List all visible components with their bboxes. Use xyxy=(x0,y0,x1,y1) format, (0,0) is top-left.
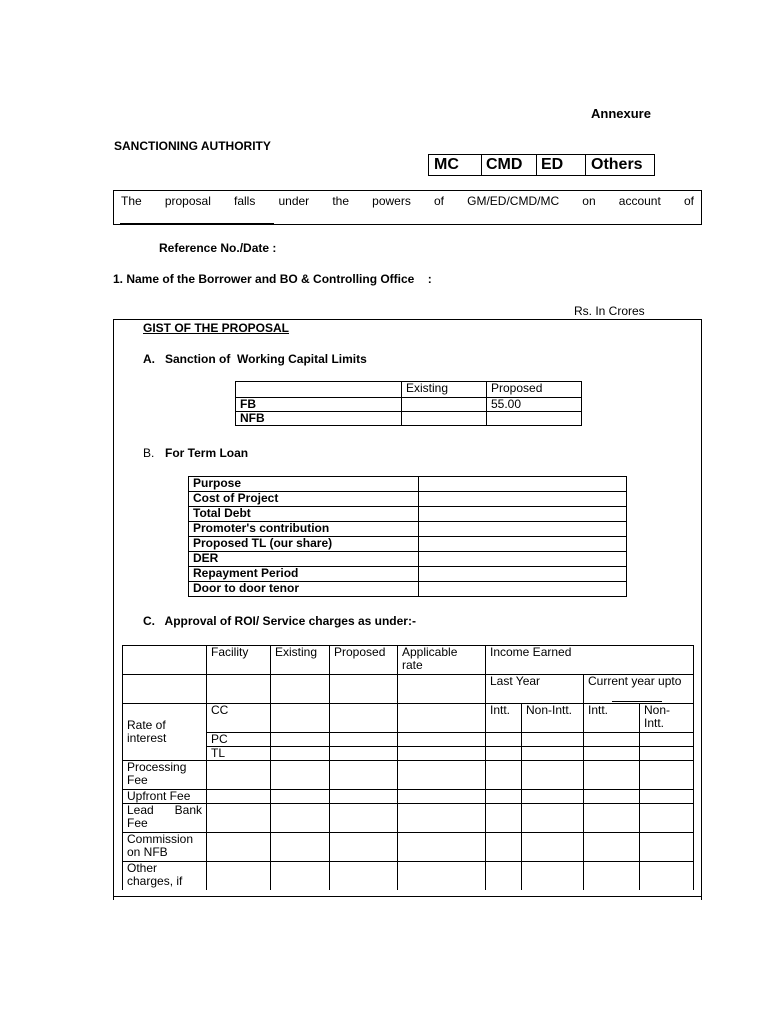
current-year-blank-line xyxy=(612,701,662,702)
roi-cell xyxy=(271,675,330,704)
tl-row-label: Promoter's contribution xyxy=(189,522,419,537)
sanctioning-authority-label: SANCTIONING AUTHORITY xyxy=(114,139,271,153)
roi-cell xyxy=(330,790,398,804)
wc-header-existing: Existing xyxy=(402,382,487,398)
powers-word: The xyxy=(121,194,142,208)
roi-cell xyxy=(522,747,584,761)
roi-cell xyxy=(522,862,584,891)
roi-cell xyxy=(271,747,330,761)
roi-cell xyxy=(207,675,271,704)
roi-row-label: Upfront Fee xyxy=(123,790,207,804)
roi-cell xyxy=(486,733,522,747)
borrower-label: 1. Name of the Borrower and BO & Controlling Office : xyxy=(113,272,432,286)
roi-cell xyxy=(123,675,207,704)
roi-header-income-earned: Income Earned xyxy=(486,646,694,675)
tl-row-label: Cost of Project xyxy=(189,492,419,507)
roi-row-label: Processing Fee xyxy=(123,761,207,790)
roi-facility-label: CC xyxy=(207,704,271,733)
units-label: Rs. In Crores xyxy=(574,304,645,318)
authority-others: Others xyxy=(586,155,655,176)
roi-cell xyxy=(271,761,330,790)
powers-word: proposal xyxy=(164,194,211,208)
tl-row-label: Proposed TL (our share) xyxy=(189,537,419,552)
powers-word: falls xyxy=(234,194,256,208)
roi-header-proposed: Proposed xyxy=(330,646,398,675)
working-capital-table xyxy=(235,381,582,426)
roi-cell xyxy=(207,862,271,891)
roi-facility-label: PC xyxy=(207,733,271,747)
roi-cell xyxy=(271,833,330,862)
roi-cell xyxy=(486,790,522,804)
roi-row-label: Other charges, if xyxy=(123,862,207,891)
roi-facility-label: TL xyxy=(207,747,271,761)
roi-table xyxy=(122,645,694,890)
section-b-title: For Term Loan xyxy=(165,446,249,460)
roi-cell xyxy=(207,804,271,833)
authority-ed: ED xyxy=(537,155,586,176)
current-year-text xyxy=(588,675,689,688)
tl-row-label: Purpose xyxy=(189,477,419,492)
powers-word: powers xyxy=(372,194,411,208)
roi-cell xyxy=(486,761,522,790)
wc-row-existing xyxy=(402,412,487,426)
roi-header-facility: Facility xyxy=(207,646,271,675)
roi-header-blank xyxy=(123,646,207,675)
section-a-title: A. Sanction of Working Capital Limits xyxy=(143,352,367,366)
roi-non-intt-last: Non-Intt. xyxy=(522,704,584,733)
roi-cell xyxy=(522,804,584,833)
tl-row-label: Repayment Period xyxy=(189,567,419,582)
roi-cell xyxy=(584,804,640,833)
roi-cell xyxy=(398,733,486,747)
roi-intt-current: Intt. xyxy=(584,704,640,733)
roi-row-label: Lead Bank Fee xyxy=(123,804,207,833)
current-year-label: Current year upto xyxy=(588,674,682,688)
roi-cell xyxy=(330,675,398,704)
powers-word: of xyxy=(683,194,694,208)
tl-row-value xyxy=(419,522,627,537)
roi-cell xyxy=(584,862,640,891)
roi-cell xyxy=(486,804,522,833)
wc-header-proposed: Proposed xyxy=(487,382,582,398)
roi-cell xyxy=(398,675,486,704)
section-b-letter: B. xyxy=(143,446,155,460)
roi-cell xyxy=(398,862,486,891)
tl-row-value xyxy=(419,582,627,597)
roi-row-label: Commission on NFB xyxy=(123,833,207,862)
roi-header-applicable-rate: Applicable rate xyxy=(398,646,486,675)
roi-cell xyxy=(271,804,330,833)
annexure-label: Annexure xyxy=(591,106,651,121)
powers-word: of xyxy=(433,194,444,208)
wc-row-proposed xyxy=(487,412,582,426)
roi-cell xyxy=(398,704,486,733)
section-c-title: C. Approval of ROI/ Service charges as under:- xyxy=(143,614,416,628)
roi-cell xyxy=(330,704,398,733)
roi-cell xyxy=(330,747,398,761)
roi-cell xyxy=(640,804,694,833)
authority-cmd: CMD xyxy=(482,155,537,176)
roi-cell xyxy=(330,862,398,891)
roi-rate-of-interest-label: Rate of interest xyxy=(123,704,207,761)
tl-row-value xyxy=(419,492,627,507)
tl-row-value xyxy=(419,537,627,552)
tl-row-value xyxy=(419,567,627,582)
roi-cell xyxy=(584,761,640,790)
roi-cell xyxy=(271,733,330,747)
roi-cell xyxy=(640,862,694,891)
roi-cell xyxy=(207,761,271,790)
roi-cell xyxy=(486,862,522,891)
powers-word: GM/ED/CMD/MC xyxy=(467,194,560,208)
roi-cell xyxy=(486,833,522,862)
roi-cell xyxy=(640,733,694,747)
wc-header-blank xyxy=(236,382,402,398)
roi-cell xyxy=(522,833,584,862)
tl-row-label: Total Debt xyxy=(189,507,419,522)
roi-cell xyxy=(522,761,584,790)
roi-cell xyxy=(330,804,398,833)
wc-row-existing xyxy=(402,398,487,412)
tl-row-value xyxy=(419,552,627,567)
roi-cell xyxy=(207,833,271,862)
roi-cell xyxy=(522,790,584,804)
roi-cell xyxy=(486,747,522,761)
powers-word: on xyxy=(582,194,596,208)
roi-cell xyxy=(398,790,486,804)
authority-boxes xyxy=(428,154,655,176)
powers-word: account xyxy=(618,194,661,208)
roi-non-intt-current: Non-Intt. xyxy=(640,704,694,733)
roi-cell xyxy=(584,790,640,804)
roi-cell xyxy=(584,833,640,862)
powers-box xyxy=(113,190,702,225)
roi-cell xyxy=(640,747,694,761)
roi-cell xyxy=(330,833,398,862)
roi-header-existing: Existing xyxy=(271,646,330,675)
powers-word: under xyxy=(278,194,310,208)
roi-cell xyxy=(584,747,640,761)
roi-cell xyxy=(271,790,330,804)
tl-row-label: Door to door tenor xyxy=(189,582,419,597)
roi-cell xyxy=(207,790,271,804)
roi-cell xyxy=(640,833,694,862)
roi-cell xyxy=(271,862,330,891)
powers-word: the xyxy=(332,194,350,208)
wc-row-label: NFB xyxy=(236,412,402,426)
gist-title: GIST OF THE PROPOSAL xyxy=(143,321,290,335)
gist-bottom-line xyxy=(113,896,702,897)
roi-cell xyxy=(330,733,398,747)
term-loan-table xyxy=(188,476,627,597)
roi-cell xyxy=(398,833,486,862)
roi-cell xyxy=(640,790,694,804)
roi-cell xyxy=(398,804,486,833)
roi-cell xyxy=(522,733,584,747)
roi-cell xyxy=(640,761,694,790)
roi-cell xyxy=(398,761,486,790)
reference-label: Reference No./Date : xyxy=(159,241,277,255)
tl-row-value xyxy=(419,507,627,522)
roi-cell xyxy=(271,704,330,733)
wc-row-label: FB xyxy=(236,398,402,412)
roi-intt-last: Intt. xyxy=(486,704,522,733)
roi-header-last-year: Last Year xyxy=(486,675,584,704)
tl-row-value xyxy=(419,477,627,492)
authority-mc: MC xyxy=(429,155,482,176)
roi-cell xyxy=(584,733,640,747)
roi-cell xyxy=(398,747,486,761)
wc-row-proposed: 55.00 xyxy=(487,398,582,412)
powers-text xyxy=(114,191,701,208)
tl-row-label: DER xyxy=(189,552,419,567)
roi-header-current-year xyxy=(584,675,694,704)
roi-cell xyxy=(330,761,398,790)
powers-blank-line xyxy=(120,223,274,224)
